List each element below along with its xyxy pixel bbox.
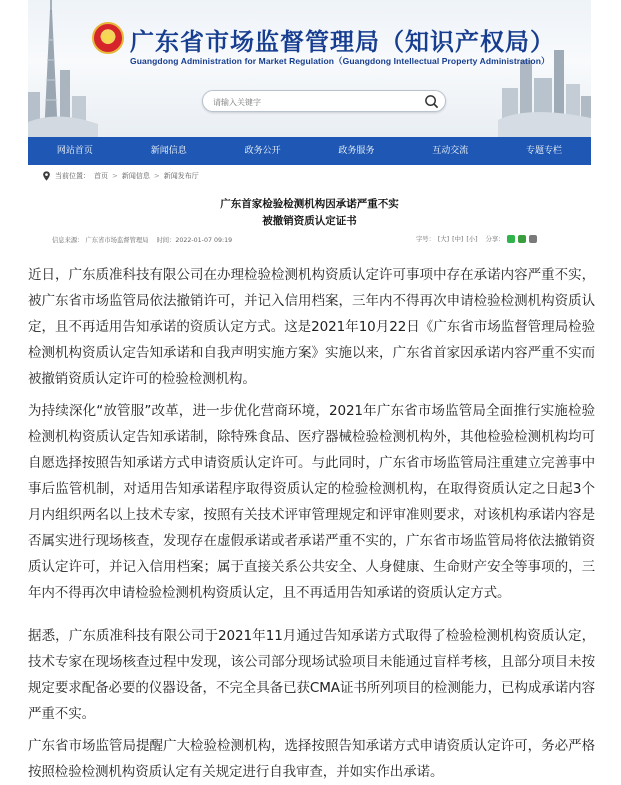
city-skyline-image: [28, 0, 591, 137]
article-paragraph-3: 据悉，广东质准科技有限公司于2021年11月通过告知承诺方式取得了检验检测机构资质认定，技术专家在现场核查过程中发现，该公司部分现场试验项目未能通过盲样考核，且部分项目未按规定要求配备必要的仪器设备，不完全具备已获CMA证书所列项目的检测能力，已构成承诺内容严重不实。: [28, 628, 595, 722]
article-source: 信息来源： 广东省市场监督管理局: [52, 237, 149, 244]
article-meta: [52, 235, 232, 244]
article-paragraph-1: 近日，广东质准科技有限公司在办理检验检测机构资质认定许可事项中存在承诺内容严重不实，被广东省市场监管局依法撤销许可，并记入信用档案，三年内不得再次申请检验检测机构资质认定，且不再适用告知承诺的资质认定方式。这是2021年10月22日《广东省市场监督管理局检验检测机构资质认定告知承诺和自我声明实施方案》实施以来，广东省首家因承诺内容严重不实而被撤销资质认定许可的检验检测机构。: [28, 267, 595, 387]
breadcrumb: [42, 171, 199, 181]
nav-item-home[interactable]: 网站首页: [56, 146, 93, 156]
nav-item-gov-affairs[interactable]: 政务公开: [244, 146, 281, 156]
org-subtitle: Guangdong Administration for Market Regulation（Guangdong Intellectual Property Administration）: [130, 56, 550, 66]
breadcrumb-separator: >: [112, 172, 118, 180]
article-tools: [416, 234, 537, 243]
article-title-line-2: 被撤销资质认定证书: [262, 215, 357, 227]
article-title-line-1: 广东首家检验检测机构因承诺严重不实: [220, 198, 399, 210]
government-emblem-icon: [92, 22, 124, 54]
font-size-small[interactable]: [小]: [466, 236, 478, 243]
font-size-large[interactable]: [大]: [437, 236, 450, 243]
share-label: 分享：: [485, 236, 505, 243]
font-size-medium[interactable]: [中]: [452, 236, 464, 243]
article-paragraph-2: 为持续深化“放管服”改革，进一步优化营商环境，2021年广东省市场监管局全面推行实施检验检测机构资质认定告知承诺制，除特殊食品、医疗器械检验检测机构外，其他检验检测机构均可自愿选择按照告知承诺方式申请资质认定许可。与此同时，广东省市场监管局注重建立完善事中事后监管机制，对适用告知承诺程序取得资质认定的检验检测机构，在取得资质认定之日起3个月内组织两名以上技术专家，按照有关技术评审管理规定和评审准则要求，对该机构承诺内容是否属实进行现场核查，发现存在虚假承诺或者承诺严重不实的，广东省市场监管局将依法撤销资质认定许可，并记入信用档案；属于直接关系公共安全、人身健康、生命财产安全等事项的，三年内不得再次申请检验检测机构资质认定，且不再适用告知承诺的资质认定方式。: [28, 403, 595, 601]
search-input[interactable]: [213, 94, 413, 110]
article-paragraph-4: 广东省市场监管局提醒广大检验检测机构，选择按照告知承诺方式申请资质认定许可，务必严格按照检验检测机构资质认定有关规定进行自我审查，并如实作出承诺。: [28, 738, 595, 780]
org-title: 广东省市场监督管理局（知识产权局）: [130, 28, 555, 56]
article-time: 时间：2022-01-07 09:19: [156, 237, 233, 244]
breadcrumb-home[interactable]: 首页: [94, 172, 108, 180]
breadcrumb-separator: >: [153, 172, 160, 180]
header-banner: [28, 0, 591, 137]
weibo-share-icon[interactable]: [529, 235, 537, 243]
search-box: [202, 90, 446, 112]
page-screenshot: [28, 0, 591, 251]
search-icon[interactable]: [424, 94, 439, 109]
nav-item-topics[interactable]: 专题专栏: [526, 146, 563, 156]
breadcrumb-news[interactable]: 新闻信息: [121, 172, 150, 180]
nav-item-interaction[interactable]: 互动交流: [432, 146, 469, 156]
font-size-label: 字号：: [416, 236, 435, 243]
wechat-share-icon[interactable]: [507, 235, 515, 243]
nav-item-news[interactable]: 新闻信息: [150, 146, 187, 156]
location-pin-icon: [42, 171, 51, 181]
nav-item-services[interactable]: 政务服务: [338, 146, 375, 156]
breadcrumb-label: 当前位置：: [55, 172, 90, 180]
main-nav: [28, 137, 591, 165]
breadcrumb-newsroom[interactable]: 新闻发布厅: [163, 172, 199, 180]
moments-share-icon[interactable]: [518, 235, 526, 243]
